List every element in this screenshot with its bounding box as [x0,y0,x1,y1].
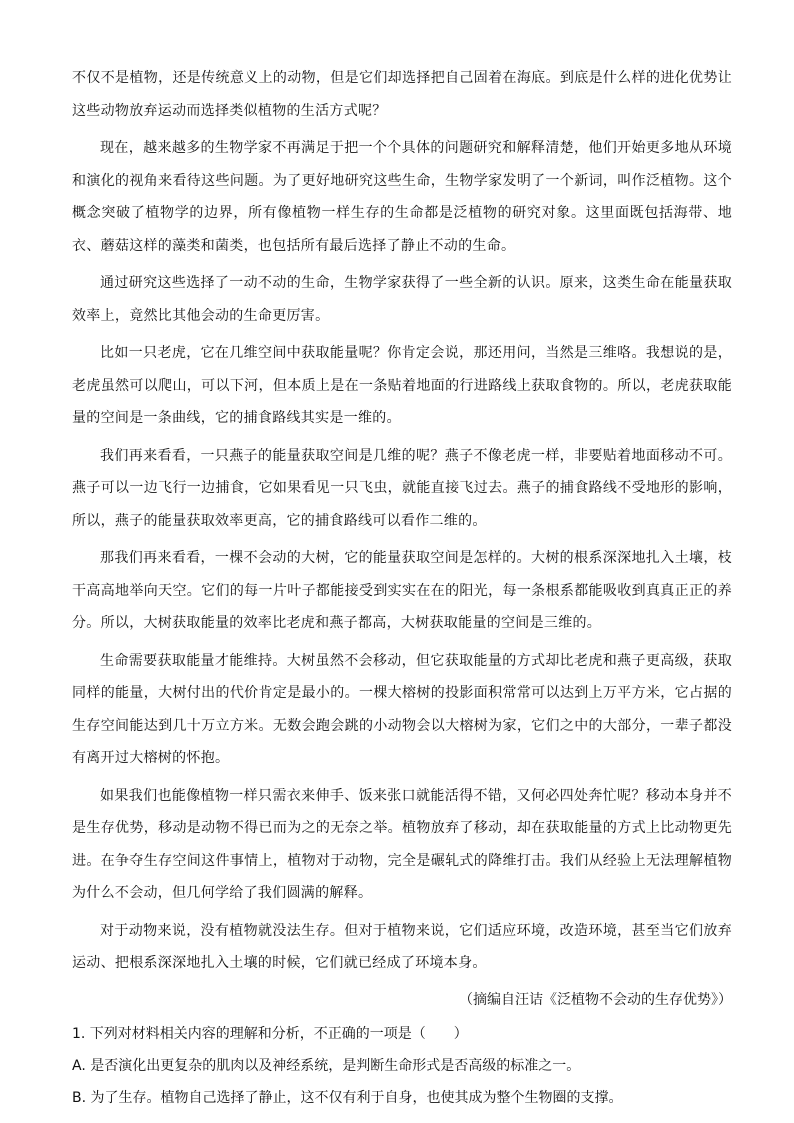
paragraph-6: 那我们再来看看，一棵不会动的大树，它的能量获取空间是怎样的。大树的根系深深地扎入土壤，枝干高高地举向天空。它们的每一片叶子都能接受到实实在在的阳光，每一条根系都能吸收到真真正正的养分。所以，大树获取能量的效率比老虎和燕子都高，大树获取能量的空间是三维的。 [72,550,732,631]
question-stem: 1. 下列对材料相关内容的理解和分析，不正确的一项是（ ） [72,1025,468,1042]
source-citation: （摘编自汪诘《泛植物不会动的生存优势》） [459,991,732,1008]
paragraph-7: 生命需要获取能量才能维持。大树虽然不会移动，但它获取能量的方式却比老虎和燕子更高级，获取同样的能量，大树付出的代价肯定是最小的。一棵大榕树的投影面积常常可以达到上万平方米，它占据的生存空间能达到几十万立方米。无数会跑会跳的小动物会以大榕树为家，它们之中的大部分，一辈子都没有离开过大榕树的怀抱。 [72,652,732,766]
paragraph-5: 我们再来看看，一只燕子的能量获取空间是几维的呢？燕子不像老虎一样，非要贴着地面移动不可。燕子可以一边飞行一边捕食，它如果看见一只飞虫，就能直接飞过去。燕子的捕食路线不受地形的影响，所以，燕子的能量获取效率更高，它的捕食路线可以看作二维的。 [72,447,732,529]
option-b: B. 为了生存。植物自己选择了静止，这不仅有利于自身，也使其成为整个生物圈的支撑。 [72,1089,623,1106]
paragraph-9: 对于动物来说，没有植物就没法生存。但对于植物来说，它们适应环境，改造环境，甚至当它们放弃运动、把根系深深地扎入土壤的时候，它们就已经成了环境本身。 [72,922,732,971]
paragraph-8: 如果我们也能像植物一样只需衣来伸手、饭来张口就能活得不错，又何必四处奔忙呢？移动本身并不是生存优势，移动是动物不得已而为之的无奈之举。植物放弃了移动，却在获取能量的方式上比动物更先进。在争夺生存空间这件事情上，植物对于动物，完全是碾轧式的降维打击。我们从经验上无法理解植物为什么不会动，但几何学给了我们圆满的解释。 [72,787,732,901]
paragraph-1: 不仅不是植物，还是传统意义上的动物，但是它们却选择把自己固着在海底。到底是什么样的进化优势让这些动物放弃运动而选择类似植物的生活方式呢？ [72,70,732,119]
document-page [72,62,732,1115]
paragraph-2: 现在，越来越多的生物学家不再满足于把一个个具体的问题研究和解释清楚，他们开始更多地从环境和演化的视角来看待这些问题。为了更好地研究这些生命，生物学家发明了一个新词，叫作泛植物。这个概念突破了植物学的边界，所有像植物一样生存的生命都是泛植物的研究对象。这里面既包括海带、地衣、蘑菇这样的藻类和菌类，也包括所有最后选择了静止不动的生命。 [72,140,732,254]
paragraph-4: 比如一只老虎，它在几维空间中获取能量呢？你肯定会说，那还用问，当然是三维咯。我想说的是，老虎虽然可以爬山，可以下河，但本质上是在一条贴着地面的行进路线上获取食物的。所以，老虎获取能量的空间是一条曲线，它的捕食路线其实是一维的。 [72,345,732,426]
option-a: A. 是否演化出更复杂的肌肉以及神经系统，是判断生命形式是否高级的标准之一。 [72,1057,581,1074]
paragraph-3: 通过研究这些选择了一动不动的生命，生物学家获得了一些全新的认识。原来，这类生命在能量获取效率上，竟然比其他会动的生命更厉害。 [72,275,732,324]
